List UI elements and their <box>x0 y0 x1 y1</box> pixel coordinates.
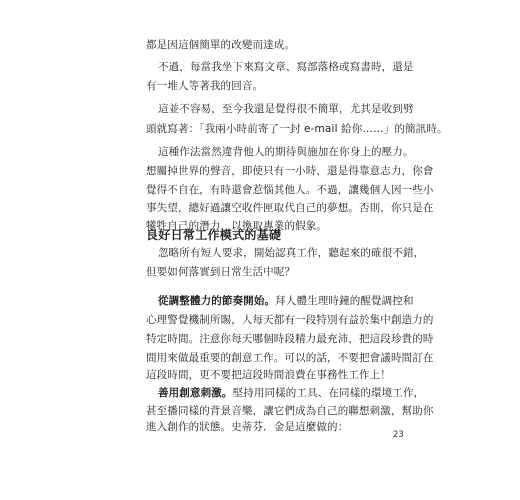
text-line: 頭就寫著：「我兩小時前寄了一封 e-mail 給你……」的簡訊時。 <box>146 123 448 135</box>
text-line: 覺得不自在，有時還會惹惱其他人。不過，讓幾個人因一些小 <box>146 184 434 196</box>
text-line: 事失望，總好過讓空收件匣取代自己的夢想。否則，你只是在 <box>146 202 434 214</box>
text-line: 想關掉世界的聲音，即使只有一小時，還是得靠意志力，你會 <box>146 165 434 177</box>
text-line: 這種作法當然違背他人的期待與施加在你身上的壓力。 <box>158 146 414 158</box>
text-line: 特定時間。注意你每天哪個時段精力最充沛，把這段珍貴的時 <box>146 333 434 345</box>
text-line: 間用來做最重要的創意工作。可以的話，不要把會議時間訂在 <box>146 352 434 364</box>
text-line: 不過，每當我坐下來寫文章、寫部落格或寫書時，還是 <box>158 61 414 73</box>
text-line: 但要如何落實到日常生活中呢？ <box>146 266 296 278</box>
text-line: 甚至播同樣的背景音樂，讓它們成為自己的聯想刺激，幫助你 <box>146 405 434 417</box>
text-line: 這並不容易，至今我還是覺得很不簡單，尤其是收到劈 <box>158 103 414 115</box>
text-line: 有一堆人等著我的回音。 <box>146 80 264 92</box>
text-line: 進入創作的狀態。史蒂芬．金是這麼做的： <box>146 421 349 433</box>
bold-lead-text: 從調整體力的節奏開始。 <box>158 295 276 307</box>
text-span: 拜人體生理時鐘的醒覺調控和 <box>275 295 414 307</box>
page-number: 23 <box>393 430 404 440</box>
text-line <box>158 386 424 400</box>
text-line <box>158 294 414 308</box>
text-line: 都是因這個簡單的改變而達成。 <box>146 39 296 51</box>
bold-lead-text: 善用創意刺激。 <box>158 387 233 399</box>
text-line: 犧牲自己的潛力，以換取專業的假象。 <box>146 220 328 232</box>
text-line: 這段時間，更不要把這段時間浪費在事務性工作上！ <box>146 369 391 381</box>
text-line: 心理警覺機制所賜，人每天都有一段特別有益於集中創造力的 <box>146 314 434 326</box>
text-line: 忽略所有短人要求，開始認真工作，聽起來的確很不錯， <box>158 247 425 259</box>
text-span: 堅持用同樣的工具、在同樣的環境工作， <box>232 387 425 399</box>
section-heading: 良好日常工作模式的基礎 <box>146 228 282 242</box>
